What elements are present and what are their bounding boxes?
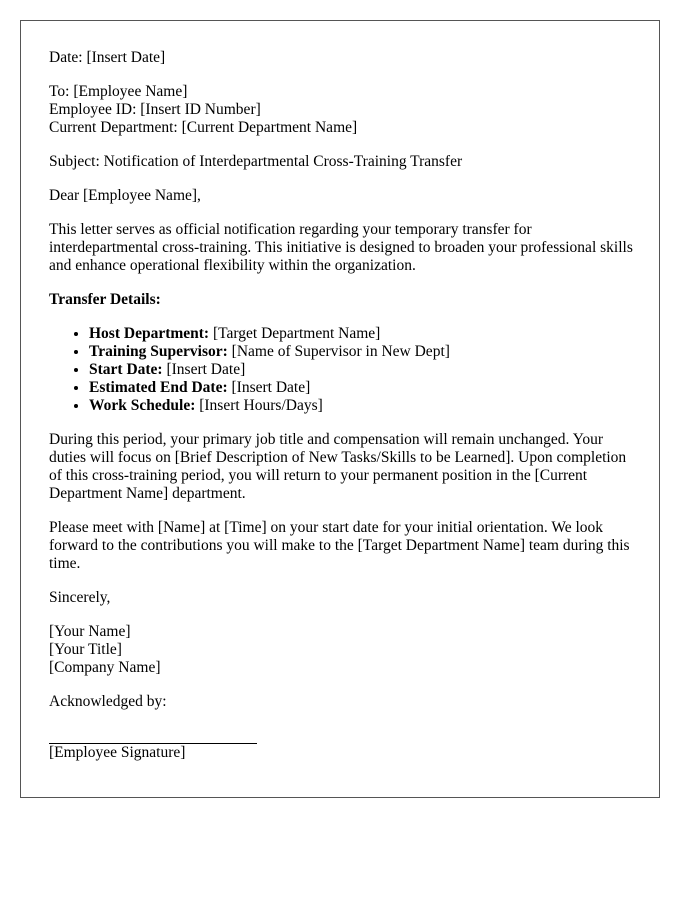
subject-line: Subject: Notification of Interdepartmental Cross-Training Transfer <box>49 153 463 170</box>
intro-paragraph: This letter serves as official notification regarding your temporary transfer for interdepartmental cross-training. This initiative is designed to broaden your professional skills and enhance operational flexibility within the organization. <box>49 221 633 274</box>
detail-label: Host Department: <box>89 325 210 342</box>
detail-label: Start Date: <box>89 361 163 378</box>
sender-name: [Your Name] <box>49 623 131 640</box>
detail-value: [Insert Date] <box>227 379 311 396</box>
letter-frame <box>20 20 660 798</box>
date-line: Date: [Insert Date] <box>49 49 166 66</box>
body-paragraph-orientation: Please meet with [Name] at [Time] on your start date for your initial orientation. We look forward to the contributions you will make to the [Target Department Name] team during this time. <box>49 519 630 572</box>
detail-value: [Insert Hours/Days] <box>195 397 323 414</box>
signature-caption: [Employee Signature] <box>49 744 186 761</box>
current-department-line: Current Department: [Current Department Name] <box>49 119 358 136</box>
recipient-block <box>49 83 633 137</box>
detail-label: Work Schedule: <box>89 397 196 414</box>
closing: Sincerely, <box>49 589 111 606</box>
transfer-details-list <box>49 325 633 415</box>
detail-value: [Name of Supervisor in New Dept] <box>227 343 450 360</box>
transfer-details-heading: Transfer Details: <box>49 291 161 308</box>
list-item <box>89 397 633 415</box>
sender-company: [Company Name] <box>49 659 161 676</box>
recipient-name-line: To: [Employee Name] <box>49 83 188 100</box>
list-item <box>89 325 633 343</box>
acknowledgement-label: Acknowledged by: <box>49 693 167 710</box>
letter-content <box>49 49 633 762</box>
sender-title: [Your Title] <box>49 641 122 658</box>
employee-id-line: Employee ID: [Insert ID Number] <box>49 101 261 118</box>
body-paragraph-duties: During this period, your primary job title and compensation will remain unchanged. Your duties will focus on [Brief Description of New Tasks/Skills to be Learned]. Upon completion of this cross-training period, you will return to your permanent position in the [Current Department Name] department. <box>49 431 627 502</box>
detail-label: Training Supervisor: <box>89 343 228 360</box>
detail-value: [Insert Date] <box>162 361 246 378</box>
list-item <box>89 379 633 397</box>
sender-block <box>49 623 633 677</box>
detail-label: Estimated End Date: <box>89 379 228 396</box>
list-item <box>89 361 633 379</box>
detail-value: [Target Department Name] <box>209 325 381 342</box>
list-item <box>89 343 633 361</box>
salutation: Dear [Employee Name], <box>49 187 201 204</box>
